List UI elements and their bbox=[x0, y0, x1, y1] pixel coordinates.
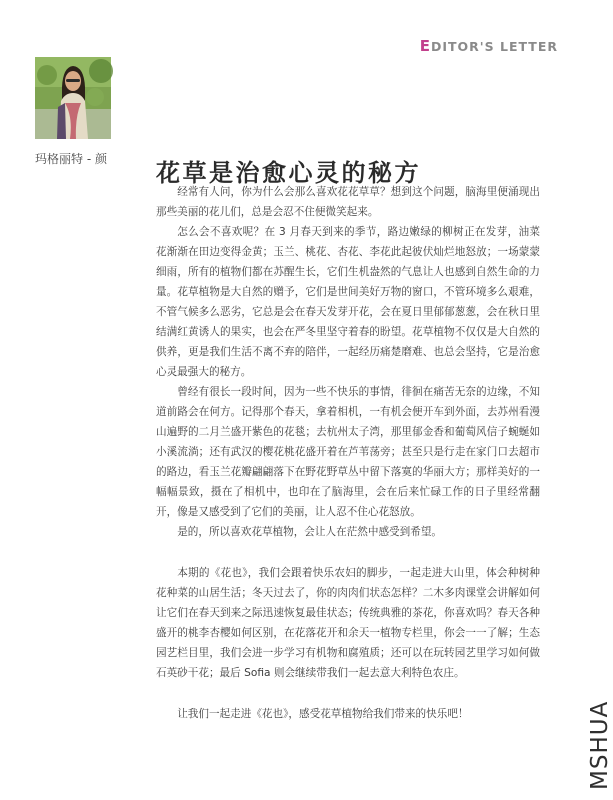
article-body bbox=[156, 182, 540, 724]
paragraph: 怎么会不喜欢呢？在 3 月春天到来的季节，路边嫩绿的柳树正在发芽，油菜花渐渐在田边变得金黄；玉兰、桃花、杏花、李花此起彼伏灿烂地怒放；一场蒙蒙细雨，所有的植物们都在苏醒生长，它们生机盎然的气息让人也感到自然生命的力量。花草植物是大自然的赠予，它们是世间美好万物的窗口，不管环境多么艰难，不管气候多么恶劣，它总是会在春天发芽开花，会在夏日里郁郁葱葱，会在秋日里结满红黄诱人的果实，也会在严冬里坚守着春的盼望。花草植物不仅仅是大自然的供养，更是我们生活不离不弃的陪伴，一起经历痛楚磨难、也总会坚持，它是治愈心灵最强大的秘方。 bbox=[156, 226, 540, 378]
paragraph: 曾经有很长一段时间，因为一些不快乐的事情，徘徊在痛苦无奈的边缘，不知道前路会在何方。记得那个春天，拿着相机，一有机会便开车到外面，去苏州看漫山遍野的二月兰盛开紫色的花毯；去杭州太子湾，那里郁金香和葡萄风信子蜿蜒如小溪流淌；还有武汉的樱花桃花盛开着在芦苇荡旁；甚至只是行走在家门口去超市的路边，看玉兰花瓣翩翩落下在野花野草丛中留下落寞的华丽大方；那样美好的一幅幅景致，摄在了相机中，也印在了脑海里，会在后来忙碌工作的日子里经常翻开，像是又感受到了它们的美丽，让人忍不住心花怒放。 bbox=[156, 386, 540, 518]
side-brand: MSHUA bbox=[587, 700, 613, 790]
section-label-rest: DITOR'S LETTER bbox=[431, 39, 558, 54]
author-portrait-icon bbox=[35, 57, 111, 139]
article-title: 花草是治愈心灵的秘方 bbox=[156, 158, 421, 188]
section-label-initial: E bbox=[419, 37, 431, 55]
section-label bbox=[420, 37, 558, 55]
paragraph: 是的，所以喜欢花草植物，会让人在茫然中感受到希望。 bbox=[177, 526, 443, 538]
paragraph: 本期的《花也》，我们会跟着快乐农妇的脚步，一起走进大山里，体会种树种花种菜的山居生活；冬天过去了，你的肉肉们状态怎样？二木多肉课堂会讲解如何让它们在春天到来之际迅速恢复最佳状态；传统典雅的茶花，你喜欢吗？春天各种盛开的桃李杏樱如何区别，在花落花开和余天一植物专栏里，你会一一了解；生态园艺栏目里，我们会进一步学习有机物和腐殖质；还可以在玩转园艺里学习如何做石英砂干花；最后 Sofia 则会继续带我们一起去意大利特色农庄。 bbox=[156, 567, 540, 679]
paragraph: 经常有人问，你为什么会那么喜欢花花草草？想到这个问题，脑海里便涌现出那些美丽的花儿们，总是会忍不住便微笑起来。 bbox=[156, 186, 540, 218]
paragraph: 让我们一起走进《花也》，感受花草植物给我们带来的快乐吧！ bbox=[177, 708, 469, 720]
author-name: 玛格丽特 - 颜 bbox=[35, 152, 107, 166]
author-photo bbox=[35, 57, 111, 139]
